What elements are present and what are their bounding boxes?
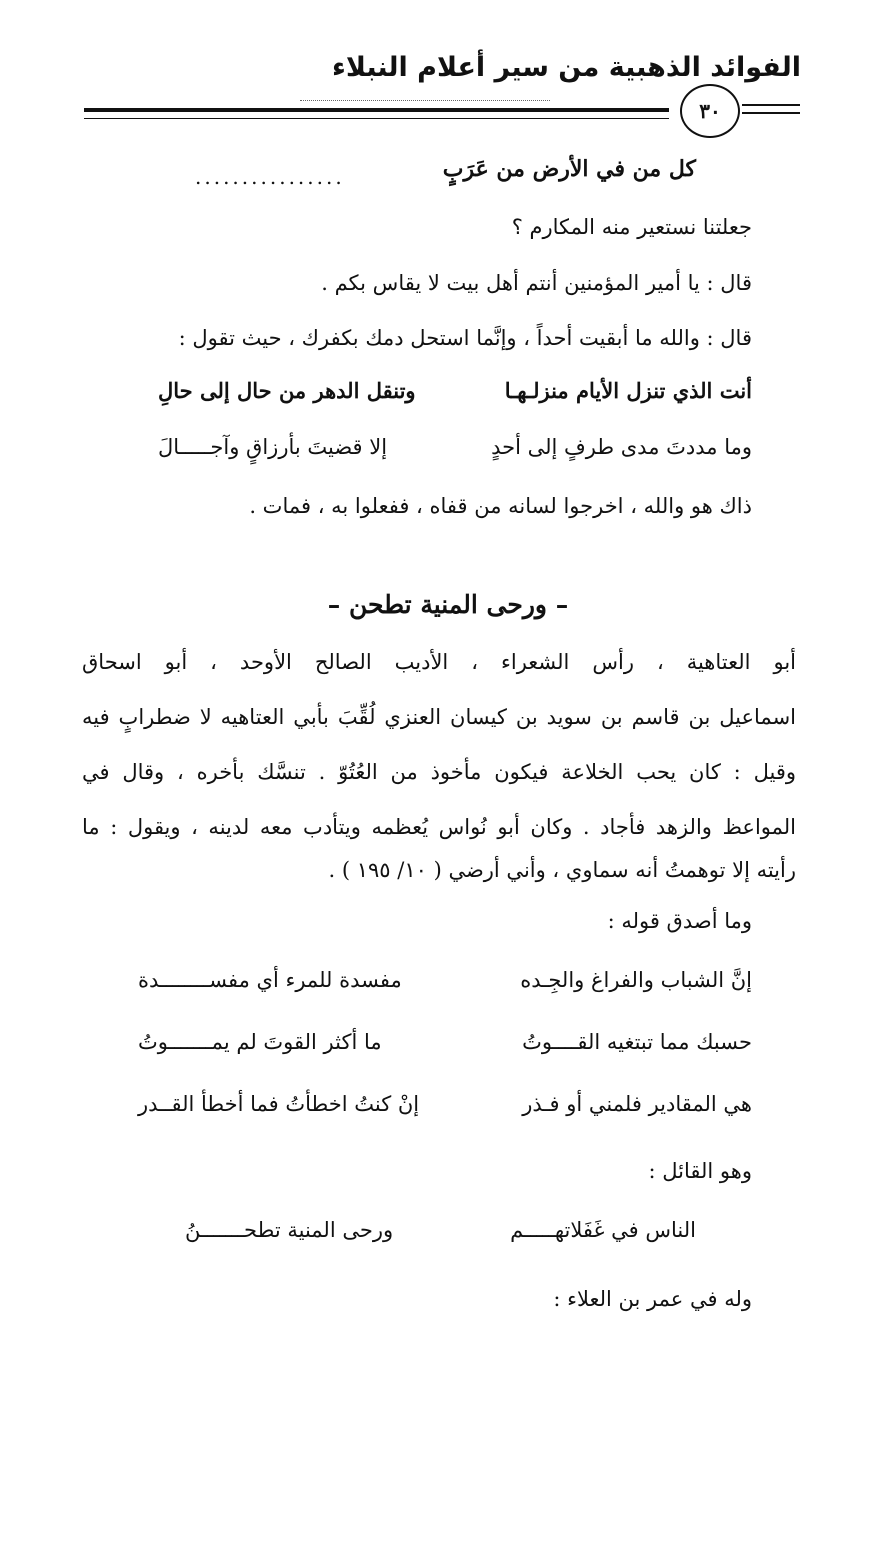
poem-hemistich-right: وما مددتَ مدى طرفٍ إلى أحدٍ xyxy=(491,435,752,459)
poem-hemistich-left: ورحى المنية تطحـــــــنُ xyxy=(185,1218,394,1242)
intro-line: وما أصدق قوله : xyxy=(607,909,752,933)
poem-hemistich-right: أنت الذي تنزل الأيام منزلـهـا xyxy=(504,378,752,403)
bio-line: أبو العتاهية ، رأس الشعراء ، الأديب الصالح الأوحد ، أبو اسحاق xyxy=(82,650,796,674)
header-dotted-rule xyxy=(300,100,550,101)
header-rule-thick xyxy=(84,108,669,112)
poem-hemistich-left: ما أكثر القوتَ لم يمـــــــوتُ xyxy=(138,1030,382,1054)
ellipsis-dots: ................ xyxy=(195,165,345,189)
page-number: ٣٠ xyxy=(680,84,740,138)
header-rule-right-top xyxy=(742,104,800,106)
intro-line: وهو القائل : xyxy=(648,1159,752,1183)
poem-hemistich-left: إنْ كنتُ اخطأتُ فما أخطأ القــدر xyxy=(138,1092,420,1116)
verse-fragment: كل من في الأرض من عَرَبٍ xyxy=(442,156,696,182)
running-title: الفوائد الذهبية من سير أعلام النبلاء xyxy=(332,52,801,83)
poem-hemistich-right: الناس في غَفَلاتهـــــم xyxy=(510,1218,696,1242)
section-title: – ورحى المنية تطحن – xyxy=(327,590,569,619)
text-line: قال : والله ما أبقيت أحداً ، وإنَّما استحل دمك بكفرك ، حيث تقول : xyxy=(178,326,752,350)
bio-line: وقيل : كان يحب الخلاعة فيكون مأخوذ من العُتُوّ . تنسَّك بأخره ، وقال في xyxy=(82,760,796,784)
poem-hemistich-left: إلا قضيتَ بأرزاقٍ وآجـــــالَ xyxy=(158,435,388,459)
poem-hemistich-left: وتنقل الدهر من حال إلى حالِ xyxy=(158,378,416,403)
header-rule-thin xyxy=(84,118,669,119)
text-line: قال : يا أمير المؤمنين أنتم أهل بيت لا يقاس بكم . xyxy=(321,271,752,295)
poem-hemistich-right: إنَّ الشباب والفراغ والجِـده xyxy=(520,968,752,992)
closing-line: وله في عمر بن العلاء : xyxy=(553,1287,752,1311)
text-line: جعلتنا نستعير منه المكارم ؟ xyxy=(511,215,752,239)
bio-last-line: رأيته إلا توهمتُ أنه سماوي ، وأني أرضي ( ١٠/ ١٩٥ ) . xyxy=(328,858,796,882)
text-line: ذاك هو والله ، اخرجوا لسانه من قفاه ، ففعلوا به ، فمات . xyxy=(249,494,752,518)
poem-hemistich-right: هي المقادير فلمني أو فـذر xyxy=(522,1092,752,1116)
bio-line: اسماعيل بن قاسم بن سويد بن كيسان العنزي لُقِّبَ بأبي العتاهيه لا ضطرابٍ فيه xyxy=(82,705,796,729)
bio-line: المواعظ والزهد فأجاد . وكان أبو نُواس يُعظمه ويتأدب معه لدينه ، ويقول : ما xyxy=(82,815,796,839)
header-rule-right-bottom xyxy=(742,112,800,114)
poem-hemistich-right: حسبك مما تبتغيه القــــوتُ xyxy=(522,1030,752,1054)
poem-hemistich-left: مفسدة للمرء أي مفســــــــدة xyxy=(138,968,402,992)
